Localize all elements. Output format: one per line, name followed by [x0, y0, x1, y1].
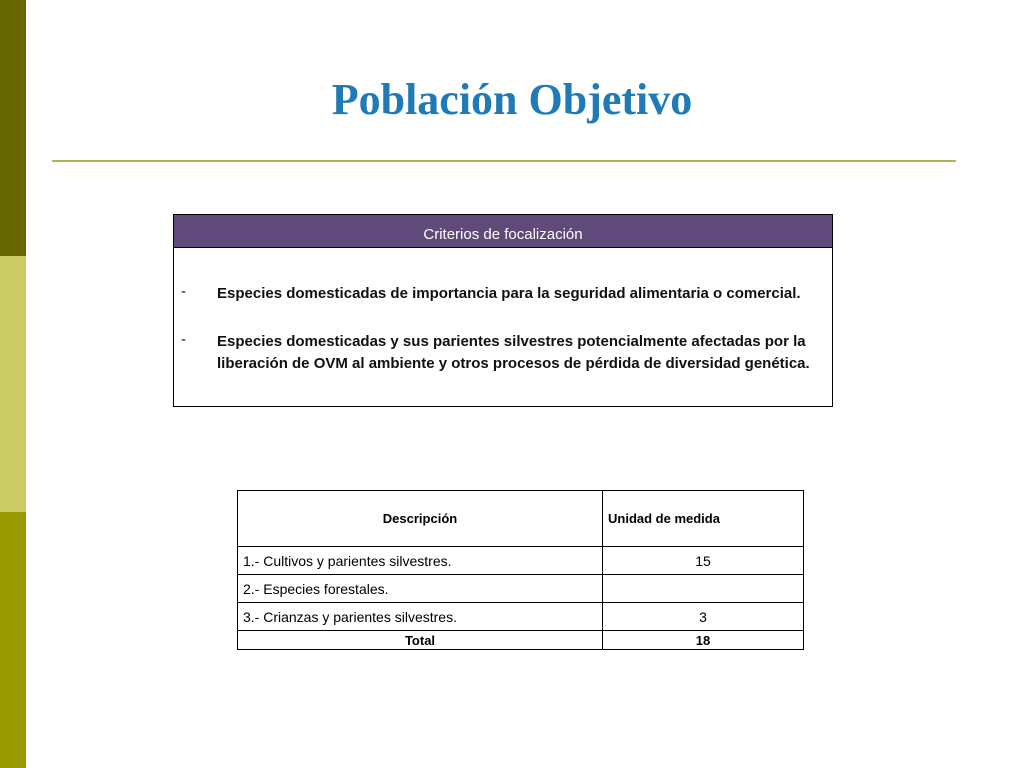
table-header-row — [238, 491, 804, 547]
sidebar-middle-band — [0, 256, 26, 512]
population-table — [237, 490, 804, 650]
row-value: 15 — [603, 547, 804, 575]
total-value: 18 — [603, 631, 804, 650]
criteria-item-text: Especies domesticadas de importancia para la seguridad alimentaria o comercial. — [217, 285, 801, 302]
criteria-box — [173, 214, 833, 407]
row-description: 1.- Cultivos y parientes silvestres. — [238, 547, 603, 575]
table-row — [238, 547, 804, 575]
row-description: 2.- Especies forestales. — [238, 575, 603, 603]
table-row — [238, 603, 804, 631]
table-total-row — [238, 631, 804, 650]
bullet-dash: - — [181, 331, 186, 348]
header-unit: Unidad de medida — [603, 491, 804, 547]
criteria-item-text: Especies domesticadas y sus parientes silvestres potencialmente afectadas por la liberación de OVM al ambiente y otros procesos de pérdida de diversidad genética. — [217, 333, 810, 372]
table-row — [238, 575, 804, 603]
criteria-header: Criterios de focalización — [174, 215, 832, 248]
bullet-dash: - — [181, 283, 186, 300]
row-value — [603, 575, 804, 603]
row-description: 3.- Crianzas y parientes silvestres. — [238, 603, 603, 631]
sidebar-top-band — [0, 0, 26, 256]
row-value: 3 — [603, 603, 804, 631]
header-description: Descripción — [238, 491, 603, 547]
total-label: Total — [238, 631, 603, 650]
slide-title: Población Objetivo — [331, 75, 693, 124]
sidebar-bottom-band — [0, 512, 26, 768]
title-underline — [52, 160, 956, 162]
